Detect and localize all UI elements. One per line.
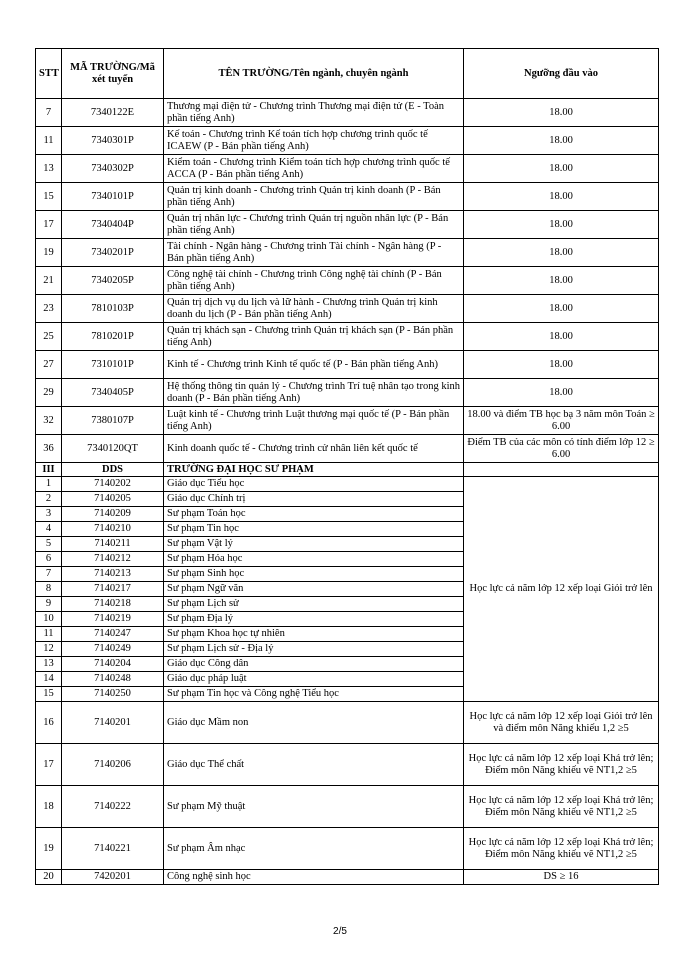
row-threshold: 18.00	[464, 99, 659, 127]
row-stt: 6	[36, 552, 62, 567]
row-threshold: 18.00	[464, 127, 659, 155]
row-stt: 27	[36, 351, 62, 379]
row-code: 7380107P	[62, 407, 164, 435]
row-name: Sư phạm Mỹ thuật	[164, 786, 464, 828]
row-stt: 5	[36, 537, 62, 552]
row-name: Công nghệ tài chính - Chương trình Công nghệ tài chính (P - Bán phần tiếng Anh)	[164, 267, 464, 295]
row-name: Sư phạm Tin học	[164, 522, 464, 537]
row-threshold: 18.00	[464, 295, 659, 323]
row-name: Quản trị nhân lực - Chương trình Quản trị nguồn nhân lực (P - Bán phần tiếng Anh)	[164, 211, 464, 239]
table-row	[36, 295, 659, 323]
row-threshold: DS ≥ 16	[464, 870, 659, 885]
header-stt: STT	[36, 49, 62, 99]
table-row	[36, 155, 659, 183]
row-stt: 25	[36, 323, 62, 351]
row-threshold: Học lực cả năm lớp 12 xếp loại Khá trở lên; Điểm môn Năng khiếu vẽ NT1,2 ≥5	[464, 786, 659, 828]
row-code: 7140201	[62, 702, 164, 744]
row-name: Giáo dục Tiểu học	[164, 477, 464, 492]
row-name: Thương mại điện tử - Chương trình Thương mại điện tử (E - Toàn phần tiếng Anh)	[164, 99, 464, 127]
row-stt: 15	[36, 687, 62, 702]
group-threshold: Học lực cả năm lớp 12 xếp loại Giỏi trở lên	[464, 477, 659, 702]
row-code: 7340205P	[62, 267, 164, 295]
row-code: 7140212	[62, 552, 164, 567]
row-name: Giáo dục Chính trị	[164, 492, 464, 507]
row-threshold: 18.00	[464, 155, 659, 183]
row-stt: 19	[36, 239, 62, 267]
row-threshold: 18.00	[464, 267, 659, 295]
row-stt: 36	[36, 435, 62, 463]
row-stt: 17	[36, 744, 62, 786]
row-stt: 2	[36, 492, 62, 507]
row-name: Sư phạm Toán học	[164, 507, 464, 522]
row-name: Sư phạm Ngữ văn	[164, 582, 464, 597]
row-stt: 20	[36, 870, 62, 885]
row-code: 7140250	[62, 687, 164, 702]
row-code: 7140210	[62, 522, 164, 537]
table-row	[36, 267, 659, 295]
row-threshold: 18.00	[464, 183, 659, 211]
row-threshold: 18.00	[464, 323, 659, 351]
row-stt: 16	[36, 702, 62, 744]
section-row	[36, 463, 659, 477]
table-row	[36, 870, 659, 885]
table-row	[36, 702, 659, 744]
table-row	[36, 786, 659, 828]
row-threshold: 18.00	[464, 351, 659, 379]
row-code: 7340301P	[62, 127, 164, 155]
row-stt: 7	[36, 567, 62, 582]
row-code: 7810201P	[62, 323, 164, 351]
table-row	[36, 407, 659, 435]
row-code: 7140204	[62, 657, 164, 672]
row-threshold: Học lực cả năm lớp 12 xếp loại Khá trở lên; Điểm môn Năng khiếu vẽ NT1,2 ≥5	[464, 828, 659, 870]
row-code: 7140221	[62, 828, 164, 870]
row-threshold: Điểm TB của các môn có tính điểm lớp 12 ≥ 6.00	[464, 435, 659, 463]
row-name: Giáo dục Công dân	[164, 657, 464, 672]
row-code: 7420201	[62, 870, 164, 885]
row-name: Giáo dục Mầm non	[164, 702, 464, 744]
row-stt: 15	[36, 183, 62, 211]
row-name: Sư phạm Lịch sử	[164, 597, 464, 612]
row-name: Quản trị kinh doanh - Chương trình Quản trị kinh doanh (P - Bán phần tiếng Anh)	[164, 183, 464, 211]
header-code: MÃ TRƯỜNG/Mã xét tuyển	[62, 49, 164, 99]
row-stt: 13	[36, 657, 62, 672]
row-name: Giáo dục pháp luật	[164, 672, 464, 687]
row-code: 7140248	[62, 672, 164, 687]
row-name: Kinh doanh quốc tế - Chương trình cử nhân liên kết quốc tế	[164, 435, 464, 463]
row-stt: 1	[36, 477, 62, 492]
row-name: Luật kinh tế - Chương trình Luật thương mại quốc tế (P - Bán phần tiếng Anh)	[164, 407, 464, 435]
row-stt: 8	[36, 582, 62, 597]
row-name: Kiểm toán - Chương trình Kiểm toán tích hợp chương trình quốc tế ACCA (P - Bán phần tiếng Anh)	[164, 155, 464, 183]
row-code: 7340302P	[62, 155, 164, 183]
row-code: 7140247	[62, 627, 164, 642]
row-name: Công nghệ sinh học	[164, 870, 464, 885]
table-row	[36, 744, 659, 786]
row-name: Sư phạm Sinh học	[164, 567, 464, 582]
row-code: 7340405P	[62, 379, 164, 407]
table-row	[36, 239, 659, 267]
table-row	[36, 828, 659, 870]
row-stt: 18	[36, 786, 62, 828]
row-name: Sư phạm Lịch sử - Địa lý	[164, 642, 464, 657]
row-stt: 9	[36, 597, 62, 612]
row-stt: 14	[36, 672, 62, 687]
row-code: 7340404P	[62, 211, 164, 239]
row-code: 7140211	[62, 537, 164, 552]
row-stt: 4	[36, 522, 62, 537]
table-row	[36, 351, 659, 379]
row-threshold: Học lực cả năm lớp 12 xếp loại Giỏi trở lên và điểm môn Năng khiếu 1,2 ≥5	[464, 702, 659, 744]
row-stt: 7	[36, 99, 62, 127]
table-row	[36, 183, 659, 211]
row-stt: 3	[36, 507, 62, 522]
row-name: Tài chính - Ngân hàng - Chương trình Tài chính - Ngân hàng (P - Bán phần tiếng Anh)	[164, 239, 464, 267]
row-code: 7140219	[62, 612, 164, 627]
row-stt: 11	[36, 627, 62, 642]
table-row	[36, 323, 659, 351]
row-code: 7340122E	[62, 99, 164, 127]
row-code: 7140222	[62, 786, 164, 828]
row-code: 7310101P	[62, 351, 164, 379]
row-name: Giáo dục Thể chất	[164, 744, 464, 786]
row-stt: 17	[36, 211, 62, 239]
row-code: 7140213	[62, 567, 164, 582]
row-code: 7810103P	[62, 295, 164, 323]
admission-table	[35, 48, 659, 885]
row-code: 7140217	[62, 582, 164, 597]
row-stt: 21	[36, 267, 62, 295]
table-row	[36, 211, 659, 239]
row-stt: 10	[36, 612, 62, 627]
row-name: Sư phạm Khoa học tự nhiên	[164, 627, 464, 642]
row-name: Hệ thống thông tin quản lý - Chương trình Trí tuệ nhân tạo trong kinh doanh (P - Bán phần tiếng Anh)	[164, 379, 464, 407]
row-name: Sư phạm Hóa học	[164, 552, 464, 567]
row-code: 7140202	[62, 477, 164, 492]
header-threshold: Ngưỡng đầu vào	[464, 49, 659, 99]
row-threshold: 18.00	[464, 211, 659, 239]
table-body	[36, 99, 659, 885]
row-name: Quản trị dịch vụ du lịch và lữ hành - Chương trình Quản trị kinh doanh du lịch (P - Bán phần tiếng Anh)	[164, 295, 464, 323]
row-stt: 29	[36, 379, 62, 407]
section-name: TRƯỜNG ĐẠI HỌC SƯ PHẠM	[164, 463, 464, 477]
row-code: 7140206	[62, 744, 164, 786]
row-code: 7140209	[62, 507, 164, 522]
row-code: 7140205	[62, 492, 164, 507]
table-row	[36, 477, 659, 492]
page-number: 2/5	[333, 926, 347, 937]
row-name: Sư phạm Vật lý	[164, 537, 464, 552]
header-row	[36, 49, 659, 99]
section-threshold	[464, 463, 659, 477]
row-stt: 12	[36, 642, 62, 657]
row-code: 7340101P	[62, 183, 164, 211]
row-code: 7340120QT	[62, 435, 164, 463]
row-stt: 13	[36, 155, 62, 183]
row-name: Kế toán - Chương trình Kế toán tích hợp chương trình quốc tế ICAEW (P - Bán phần tiếng Anh)	[164, 127, 464, 155]
row-threshold: Học lực cả năm lớp 12 xếp loại Khá trở lên; Điểm môn Năng khiếu vẽ NT1,2 ≥5	[464, 744, 659, 786]
row-code: 7140249	[62, 642, 164, 657]
row-stt: 23	[36, 295, 62, 323]
row-name: Sư phạm Địa lý	[164, 612, 464, 627]
section-code: DDS	[62, 463, 164, 477]
table-row	[36, 99, 659, 127]
row-threshold: 18.00	[464, 379, 659, 407]
table-row	[36, 127, 659, 155]
header-name: TÊN TRƯỜNG/Tên ngành, chuyên ngành	[164, 49, 464, 99]
row-threshold: 18.00	[464, 239, 659, 267]
row-stt: 32	[36, 407, 62, 435]
row-code: 7340201P	[62, 239, 164, 267]
table-row	[36, 435, 659, 463]
row-stt: 11	[36, 127, 62, 155]
table-row	[36, 379, 659, 407]
row-name: Sư phạm Tin học và Công nghệ Tiểu học	[164, 687, 464, 702]
row-threshold: 18.00 và điểm TB học bạ 3 năm môn Toán ≥ 6.00	[464, 407, 659, 435]
row-name: Sư phạm Âm nhạc	[164, 828, 464, 870]
row-name: Quản trị khách sạn - Chương trình Quản trị khách sạn (P - Bán phần tiếng Anh)	[164, 323, 464, 351]
row-code: 7140218	[62, 597, 164, 612]
row-stt: 19	[36, 828, 62, 870]
row-name: Kinh tế - Chương trình Kinh tế quốc tế (P - Bán phần tiếng Anh)	[164, 351, 464, 379]
section-stt: III	[36, 463, 62, 477]
